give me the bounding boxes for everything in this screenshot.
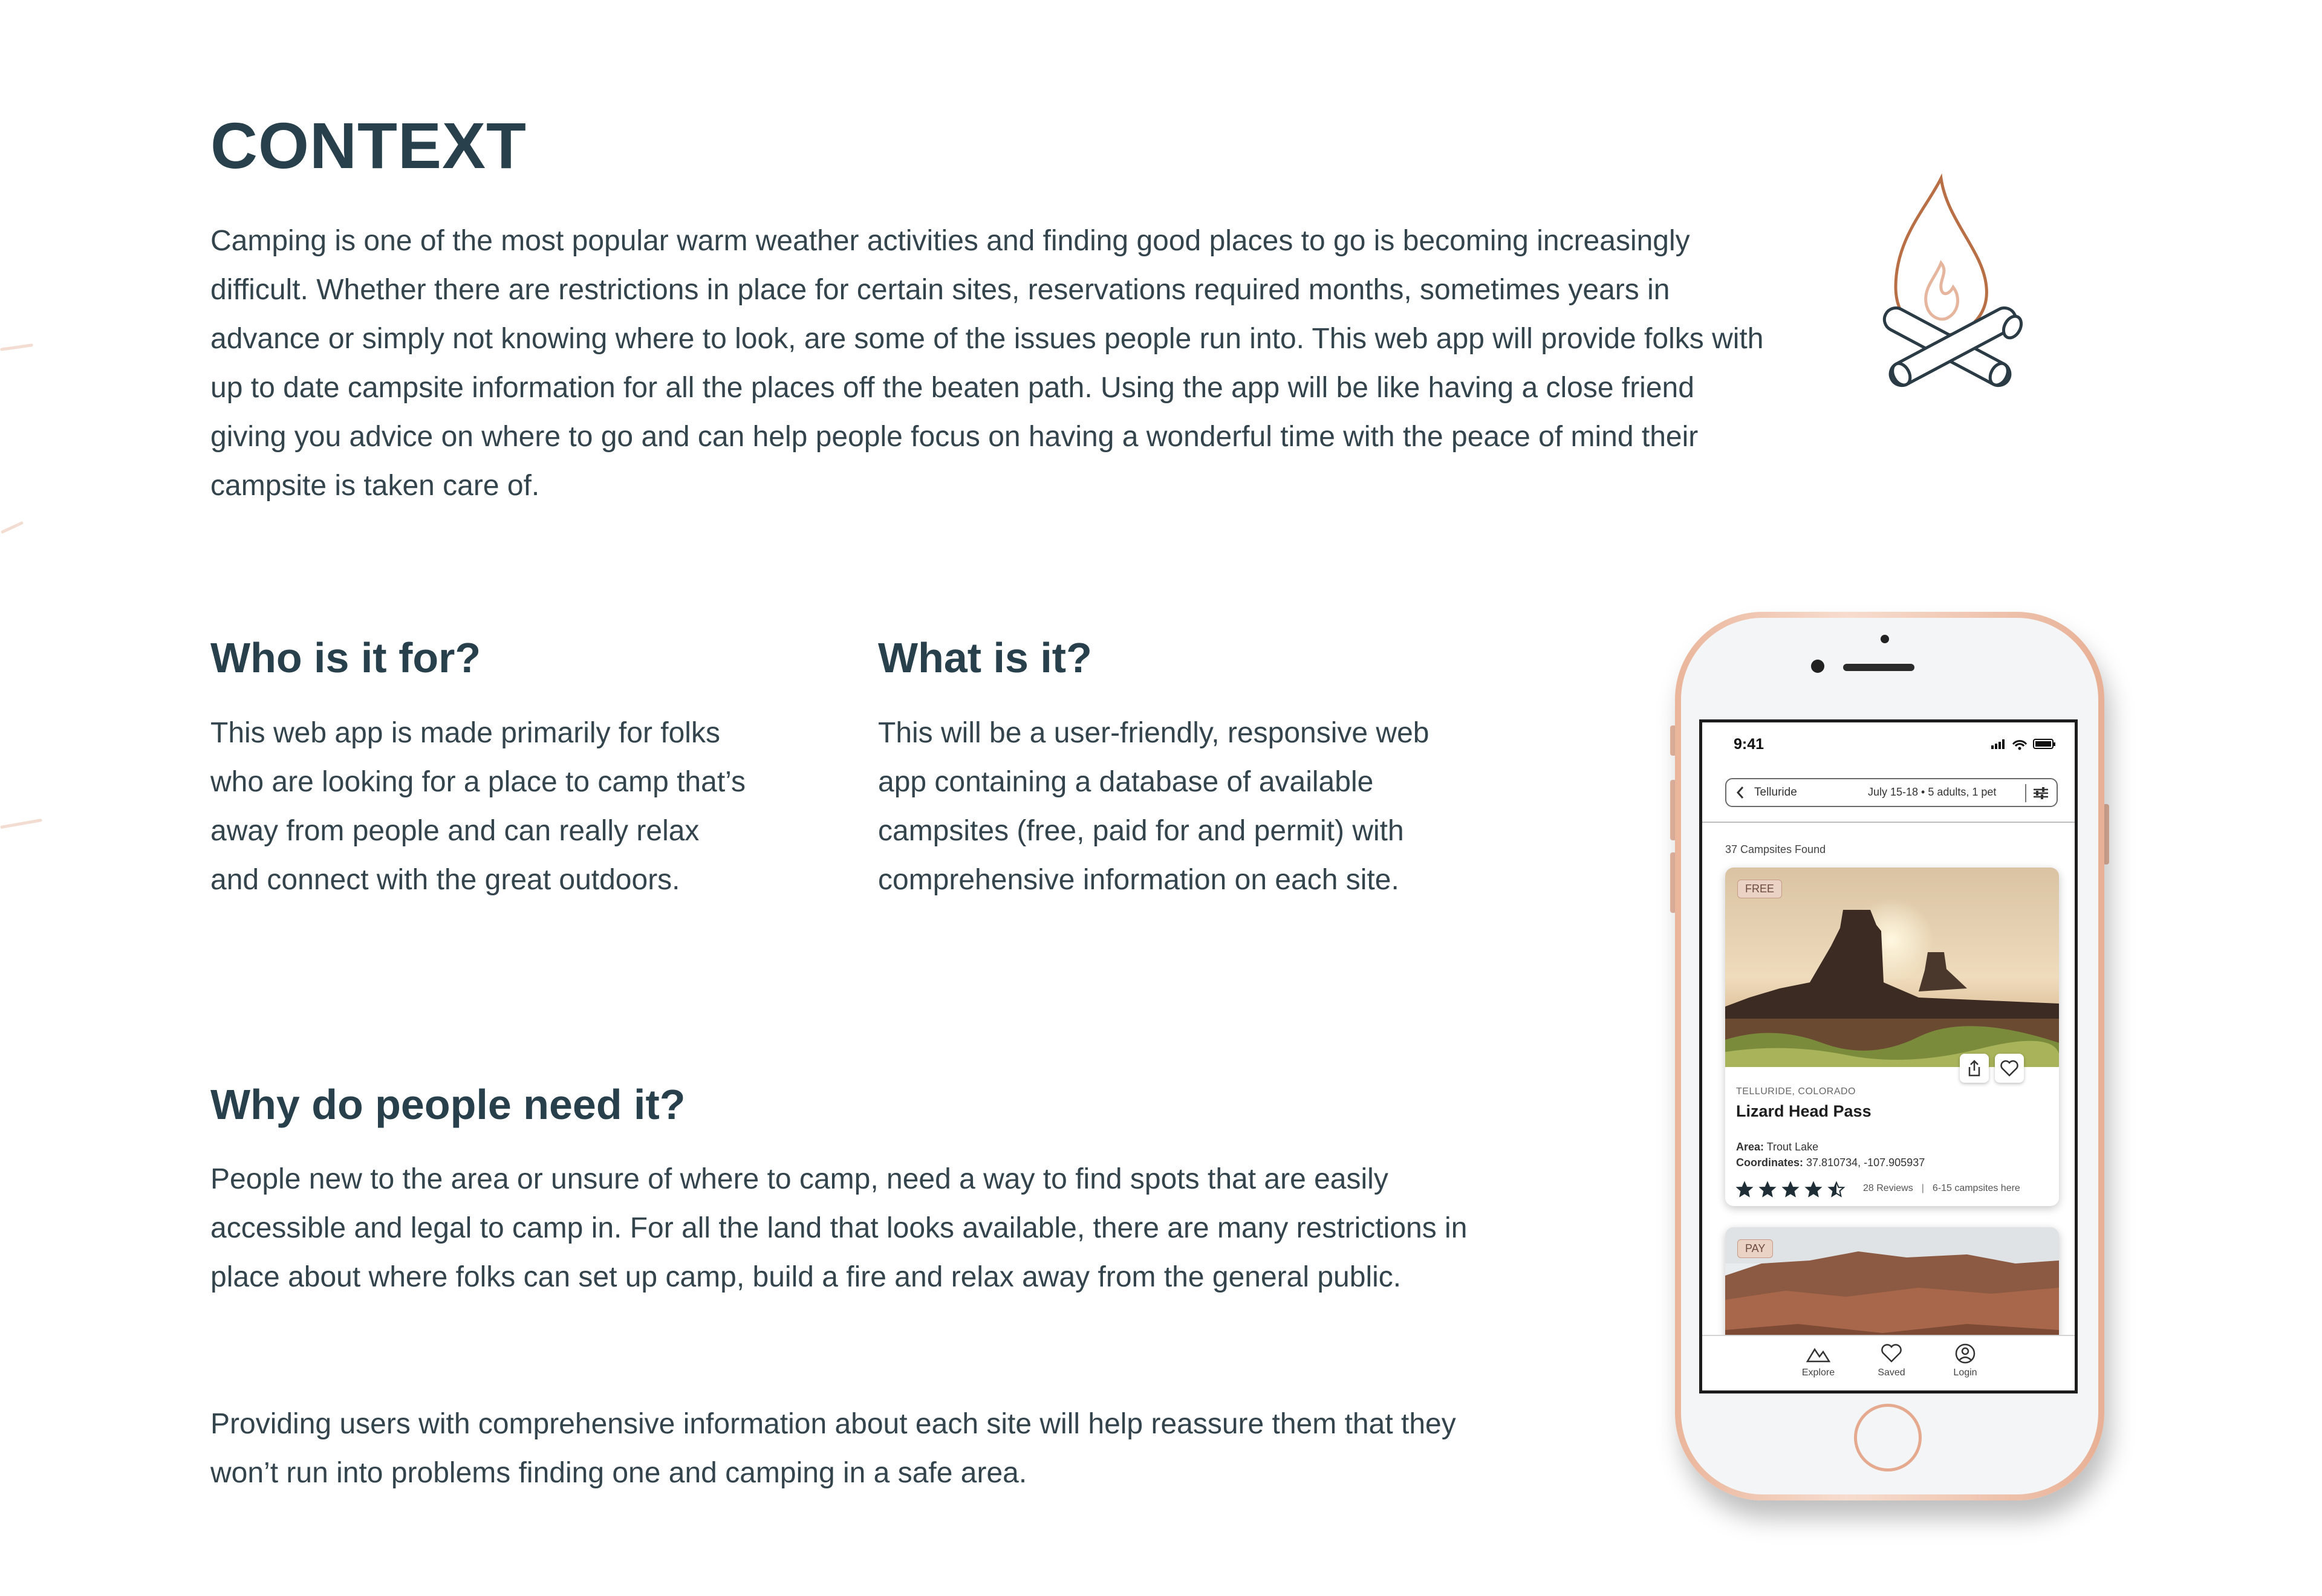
tab-login[interactable] — [1941, 1342, 1989, 1378]
tab-label: Login — [1953, 1367, 1977, 1378]
why-heading: Why do people need it? — [210, 1081, 686, 1128]
search-location: Telluride — [1754, 786, 1797, 799]
coordinates-value: 37.810734, -107.905937 — [1806, 1156, 1925, 1169]
search-details: July 15-18 • 5 adults, 1 pet — [1868, 786, 1997, 798]
status-time: 9:41 — [1734, 736, 1764, 753]
coordinates-label: Coordinates: — [1736, 1156, 1804, 1169]
what-body: This will be a user-friendly, responsive web app containing a database of available campsites (free, paid for and permit) with comprehensive information on each site. — [878, 717, 1429, 896]
review-count[interactable]: 28 Reviews — [1863, 1183, 1913, 1193]
status-icons — [1991, 737, 2058, 750]
share-icon — [1960, 1054, 1989, 1083]
context-intro: Camping is one of the most popular warm weather activities and finding good places to go is becoming increasingly difficult. Whether there are restrictions in place for certain sites, reservations required months, sometimes years in advance or simply not knowing where to look, are some of the issues people run into. This web app will provide folks with up to date campsite information for all the places off the beaten path. Using the app will be like having a close friend giving you advice on where to go and can help people focus on having a wonderful time with the peace of mind their campsite is taken care of. — [210, 225, 1764, 502]
back-arrow-icon[interactable] — [1734, 785, 1748, 800]
phone-screen — [1699, 719, 2078, 1393]
star-icon — [1760, 1182, 1775, 1196]
heart-icon — [1879, 1342, 1904, 1365]
tab-label: Explore — [1801, 1367, 1835, 1378]
share-button[interactable] — [1960, 1054, 1989, 1083]
mountains-icon — [1806, 1342, 1830, 1365]
tab-label: Saved — [1878, 1367, 1905, 1378]
tab-saved[interactable] — [1867, 1342, 1916, 1378]
tab-explore[interactable] — [1794, 1342, 1842, 1378]
campsite-name: Lizard Head Pass — [1736, 1102, 1872, 1120]
campsite-card[interactable] — [1725, 868, 2059, 1206]
phone-sensor — [1881, 635, 1889, 643]
star-icon — [1806, 1182, 1821, 1196]
who-body: This web app is made primarily for folks who are looking for a place to camp that’s away from people and can really relax and connect with the great outdoors. — [210, 717, 746, 896]
review-summary — [1863, 1183, 2020, 1194]
star-icon — [1829, 1182, 1844, 1196]
search-bar[interactable] — [1725, 778, 2058, 807]
what-heading: What is it? — [878, 634, 1092, 681]
heart-icon — [1995, 1054, 2024, 1083]
who-heading: Who is it for? — [210, 634, 481, 681]
decorative-stroke — [1, 521, 24, 534]
price-tag: FREE — [1737, 880, 1782, 898]
results-count: 37 Campsites Found — [1725, 843, 1826, 855]
price-tag: PAY — [1737, 1239, 1773, 1258]
campsite-count: 6-15 campsites here — [1932, 1183, 2020, 1193]
campsite-location: TELLURIDE, COLORADO — [1736, 1086, 1856, 1097]
campsite-coordinates — [1736, 1156, 1925, 1169]
area-value: Trout Lake — [1766, 1141, 1819, 1153]
why-body-2: Providing users with comprehensive information about each site will help reassure them that they won’t run into problems finding one and camping in a safe area. — [210, 1408, 1456, 1489]
campfire-icon — [1868, 172, 2032, 402]
user-icon — [1953, 1342, 1977, 1365]
star-rating — [1736, 1181, 1851, 1199]
phone-front-camera — [1811, 660, 1824, 673]
star-icon — [1783, 1182, 1798, 1196]
decorative-stroke — [0, 343, 33, 351]
separator: | — [1921, 1183, 1924, 1193]
phone-home-button[interactable] — [1854, 1404, 1922, 1471]
campsite-area — [1736, 1141, 1818, 1153]
save-button[interactable] — [1995, 1054, 2024, 1083]
header-divider — [1702, 822, 2075, 823]
decorative-stroke — [0, 819, 42, 829]
area-label: Area: — [1736, 1141, 1764, 1153]
why-body-1: People new to the area or unsure of where to camp, need a way to find spots that are easily accessible and legal to camp in. For all the land that looks available, there are many restrictions in place about where folks can set up camp, build a fire and relax away from the general public. — [210, 1163, 1468, 1293]
bottom-tab-bar — [1702, 1335, 2075, 1390]
star-icon — [1737, 1182, 1752, 1196]
search-divider — [2025, 784, 2026, 802]
context-title: CONTEXT — [210, 109, 527, 182]
phone-speaker — [1843, 664, 1914, 671]
filter-icon[interactable] — [2032, 786, 2049, 800]
